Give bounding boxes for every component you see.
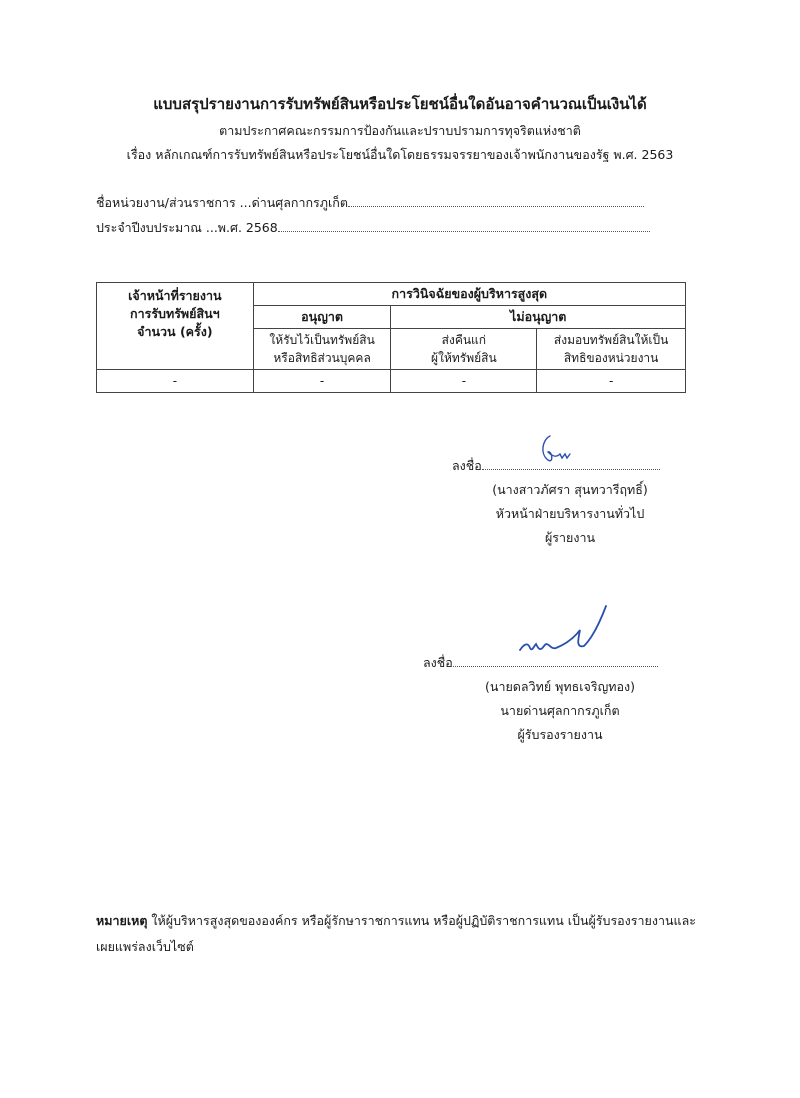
- approve-personal-header: [253, 329, 391, 370]
- return-to-giver-header: [391, 329, 537, 370]
- document-subtitle-1: ตามประกาศคณะกรรมการป้องกันและปราบปรามการทุจริตแห่งชาติ: [219, 123, 581, 138]
- certifier-position: นายด่านศุลกากรภูเก็ต: [500, 703, 620, 718]
- deliver-to-agency-line-2: สิทธิของหน่วยงาน: [563, 351, 659, 365]
- approve-personal-line-2: หรือสิทธิส่วนบุคคล: [273, 351, 371, 365]
- disapprove-header: ไม่อนุญาต: [391, 306, 686, 329]
- reporter-count-header-line-3: จำนวน (ครั้ง): [137, 324, 213, 339]
- certifier-name: (นายดลวิทย์ พุทธเจริญทอง): [485, 679, 635, 694]
- reporter-count-header-line-1: เจ้าหน้าที่รายงาน: [128, 288, 222, 303]
- reporter-count-header: [97, 283, 254, 370]
- footnote: [96, 908, 696, 960]
- certifier-dotted-line: [453, 656, 658, 667]
- fiscal-year-dotted-line: [278, 219, 650, 232]
- decision-header: การวินิจฉัยของผู้บริหารสูงสุด: [253, 283, 685, 306]
- fiscal-year-value: พ.ศ. 2568: [217, 220, 278, 235]
- approve-personal-line-1: ให้รับไว้เป็นทรัพย์สิน: [269, 333, 375, 347]
- document-title: แบบสรุปรายงานการรับทรัพย์สินหรือประโยชน์อื่นใดอันอาจคำนวณเป็นเงินได้: [153, 95, 647, 113]
- reporter-name: (นางสาวภัศรา สุนทวารีฤทธิ์): [492, 482, 648, 497]
- certifier-role: ผู้รับรองรายงาน: [517, 727, 603, 742]
- table-cell: -: [253, 370, 391, 393]
- certifier-signature-line: [423, 653, 658, 673]
- deliver-to-agency-line-1: ส่งมอบทรัพย์สินให้เป็น: [553, 333, 669, 347]
- agency-label: ชื่อหน่วยงาน/ส่วนราชการ ...: [96, 195, 252, 210]
- reporter-signature-image: [536, 432, 576, 468]
- footnote-text: ให้ผู้บริหารสูงสุดขององค์กร หรือผู้รักษาราชการแทน หรือผู้ปฏิบัติราชการแทน เป็นผู้รับรองรายงานและเผยแพร่ลงเว็บไซต์: [96, 913, 696, 954]
- report-table: [96, 282, 686, 393]
- reporter-sign-label: ลงชื่อ: [452, 458, 482, 473]
- agency-dotted-line: [348, 194, 644, 207]
- table-cell: -: [97, 370, 254, 393]
- fiscal-year-field: [96, 218, 650, 238]
- reporter-block: [470, 478, 670, 550]
- certifier-sign-label: ลงชื่อ: [423, 655, 453, 670]
- certifier-block: [460, 675, 660, 747]
- fiscal-year-label: ประจำปีงบประมาณ ...: [96, 220, 218, 235]
- agency-field: [96, 193, 644, 213]
- table-row: [97, 370, 686, 393]
- reporter-position: หัวหน้าฝ่ายบริหารงานทั่วไป: [495, 506, 645, 521]
- deliver-to-agency-header: [537, 329, 686, 370]
- document-subtitle-2: เรื่อง หลักเกณฑ์การรับทรัพย์สินหรือประโยชน์อื่นใดโดยธรรมจรรยาของเจ้าพนักงานของรัฐ พ.ศ. 2563: [126, 147, 674, 162]
- table-cell: -: [537, 370, 686, 393]
- reporter-role: ผู้รายงาน: [544, 530, 596, 545]
- return-to-giver-line-2: ผู้ให้ทรัพย์สิน: [431, 351, 497, 365]
- table-cell: -: [391, 370, 537, 393]
- return-to-giver-line-1: ส่งคืนแก่: [441, 333, 487, 347]
- reporter-count-header-line-2: การรับทรัพย์สินฯ: [130, 306, 220, 321]
- footnote-label: หมายเหตุ: [96, 913, 148, 928]
- agency-value: ด่านศุลกากรภูเก็ต: [251, 195, 348, 210]
- approve-header: อนุญาต: [253, 306, 391, 329]
